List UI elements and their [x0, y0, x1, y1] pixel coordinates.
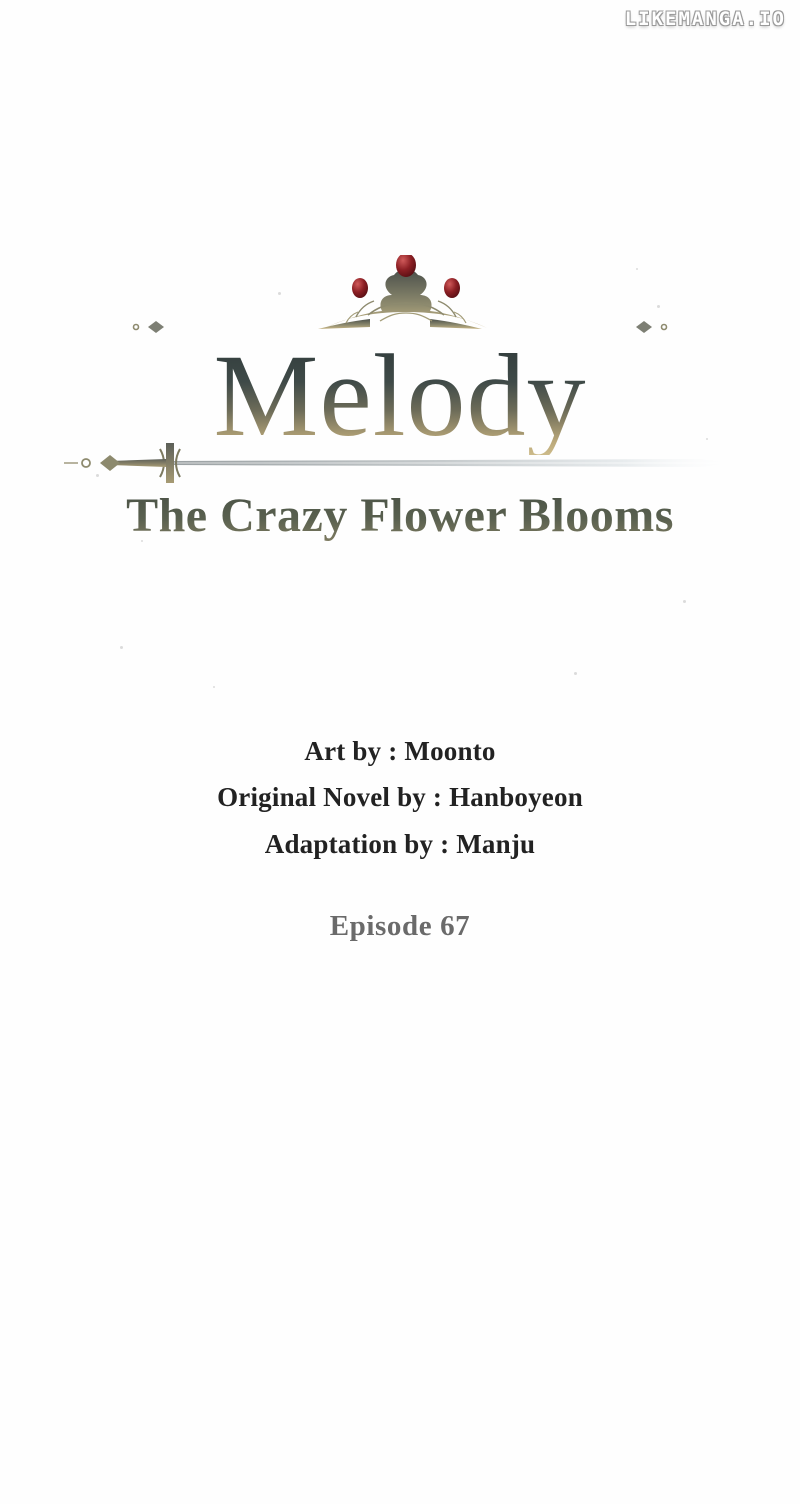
dust-speck: [120, 646, 123, 649]
credit-line: Art by : Moonto: [304, 736, 496, 766]
title-block: [0, 255, 800, 541]
gem-icon: [352, 278, 368, 298]
credit-line: Adaptation by : Manju: [264, 828, 536, 859]
episode-label: Episode 67: [329, 910, 471, 942]
dust-speck: [213, 686, 215, 688]
site-watermark: LIKEMANGA.IO: [624, 8, 786, 30]
page-subtitle: The Crazy Flower Blooms: [0, 491, 800, 541]
credits-block: [0, 728, 800, 867]
dust-speck: [574, 672, 577, 675]
gem-icon: [444, 278, 460, 298]
credit-line: Original Novel by : Hanboyeon: [217, 782, 583, 813]
sword-divider: [0, 441, 800, 485]
dust-speck: [683, 600, 686, 603]
page-title: Melody: [0, 337, 800, 455]
sword-divider-icon: [50, 441, 750, 485]
